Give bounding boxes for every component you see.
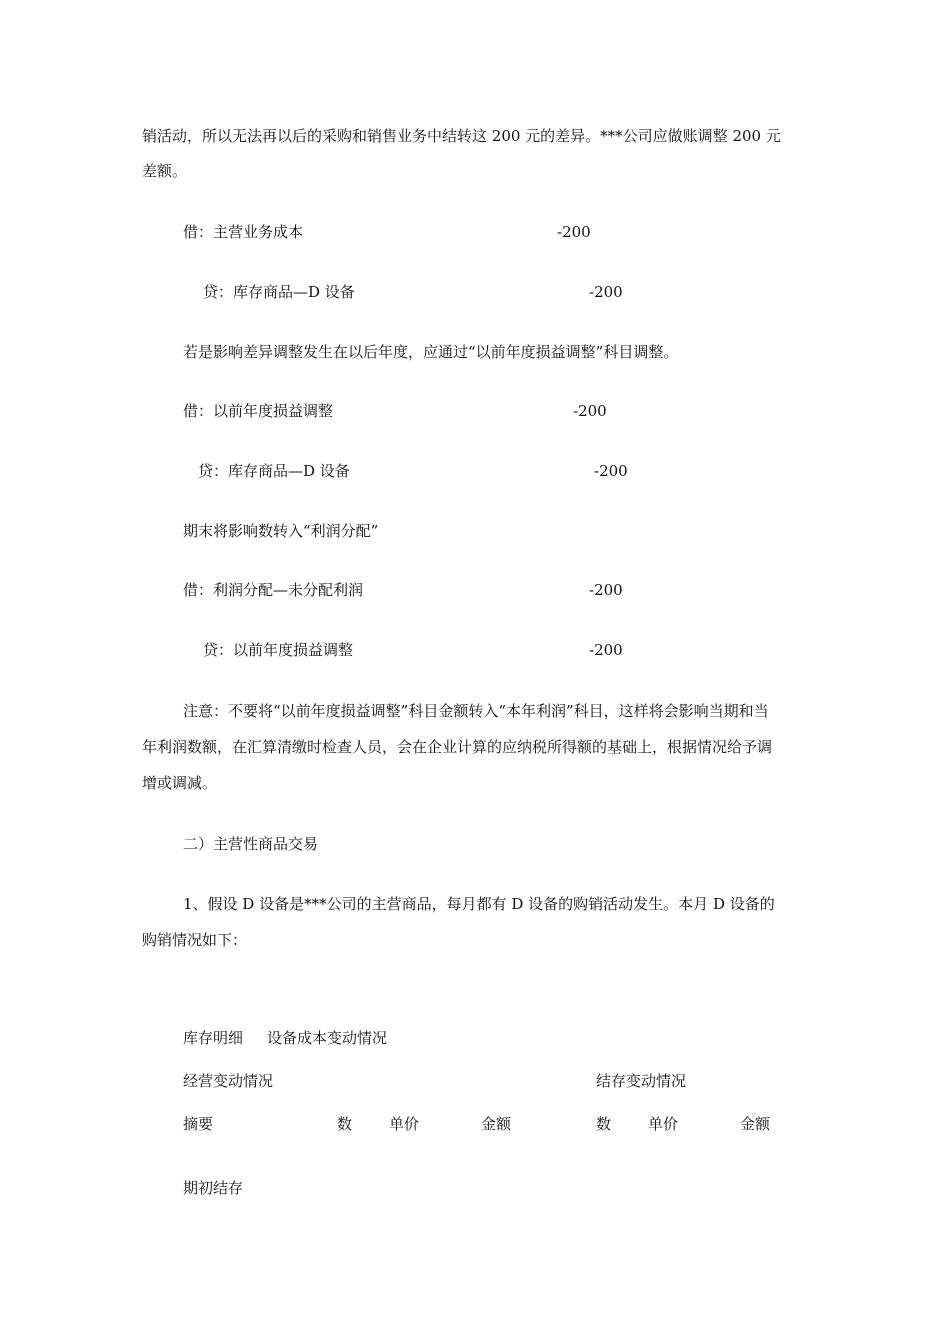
item1-line-2: 购销情况如下： [142, 931, 248, 949]
table-group-right: 结存变动情况 [596, 1072, 687, 1090]
intro-line-1: 销活动，所以无法再以后的采购和销售业务中结转这 200 元的差异。***公司应做账调整 200 元 [142, 127, 781, 145]
entry1-credit-label: 贷：库存商品—D 设备 [203, 283, 355, 301]
entry1-credit-amount: -200 [589, 283, 623, 301]
entry1-debit-label: 借：主营业务成本 [183, 223, 304, 241]
intro-line-2: 差额。 [142, 162, 188, 180]
entry2-credit-label: 贷：库存商品—D 设备 [198, 462, 350, 480]
entry2-debit-amount: -200 [573, 402, 607, 420]
table-header-summary: 摘要 [183, 1115, 214, 1133]
table-header-balance-amount: 金额 [740, 1115, 771, 1133]
table-header-balance-unit-price: 单价 [648, 1115, 679, 1133]
entry3-credit-amount: -200 [589, 641, 623, 659]
caution-line-2: 年利润数额，在汇算清缴时检查人员，会在企业计算的应纳税所得额的基础上，根据情况给予调 [142, 738, 773, 756]
table-group-left: 经营变动情况 [183, 1072, 274, 1090]
table-header-amount: 金额 [481, 1115, 512, 1133]
caution-line-1: 注意：不要将“以前年度损益调整”科目金额转入“本年利润”科目，这样将会影响当期和当 [183, 702, 769, 720]
table-title-part1: 库存明细 [183, 1029, 244, 1047]
entry1-debit-amount: -200 [557, 223, 591, 241]
entry2-debit-label: 借：以前年度损益调整 [183, 402, 334, 420]
item1-line-1: 1、假设 D 设备是***公司的主营商品，每月都有 D 设备的购销活动发生。本月 D 设备的 [183, 895, 775, 913]
caution-line-3: 增或调减。 [142, 774, 218, 792]
table-header-balance-quantity: 数 [596, 1115, 612, 1133]
entry3-debit-amount: -200 [589, 581, 623, 599]
table-header-unit-price: 单价 [389, 1115, 420, 1133]
table-header-quantity: 数 [337, 1115, 353, 1133]
entry2-credit-amount: -200 [594, 462, 628, 480]
entry3-credit-label: 贷：以前年度损益调整 [203, 641, 354, 659]
table-row-summary: 期初结存 [183, 1179, 244, 1197]
period-end-note: 期末将影响数转入“利润分配” [183, 522, 379, 540]
table-title-part2: 设备成本变动情况 [267, 1029, 388, 1047]
entry3-debit-label: 借：利润分配—未分配利润 [183, 581, 364, 599]
note-future-year: 若是影响差异调整发生在以后年度，应通过“以前年度损益调整”科目调整。 [183, 343, 679, 361]
section-heading: 二）主营性商品交易 [183, 835, 319, 853]
